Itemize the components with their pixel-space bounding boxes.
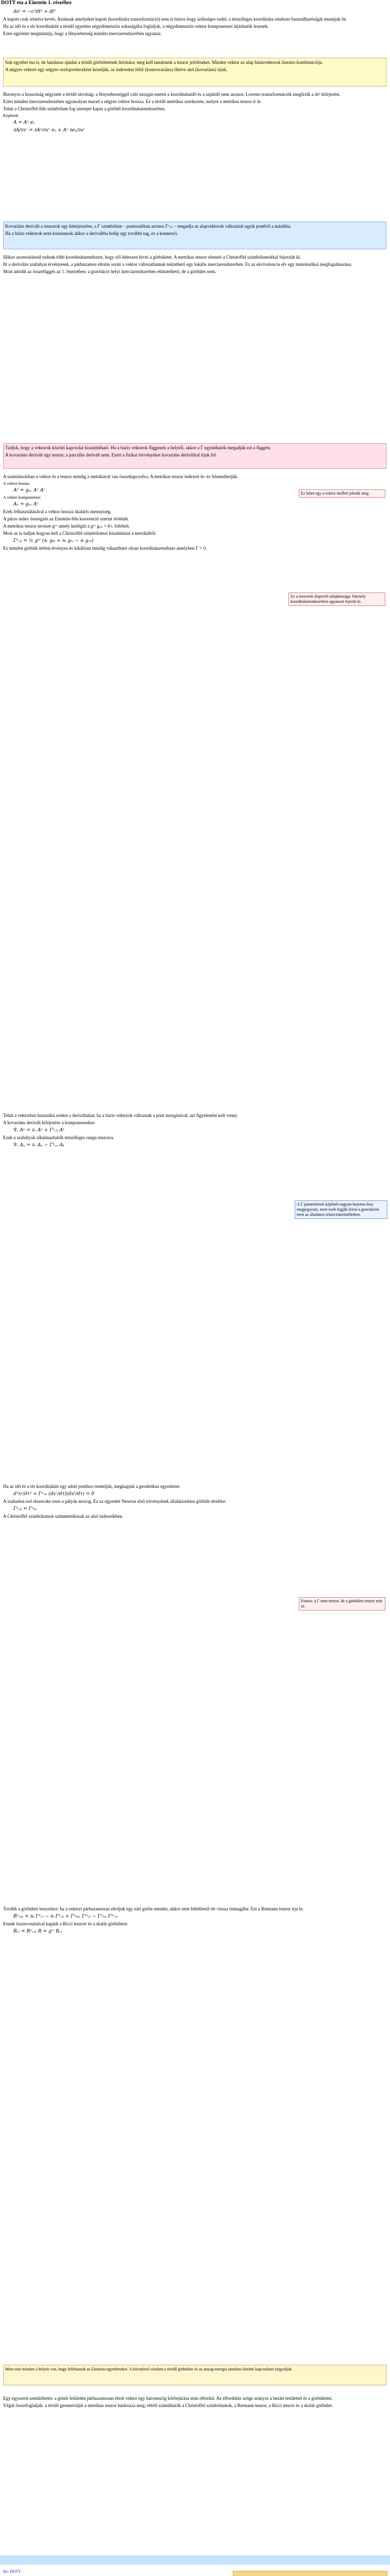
christoffel-eq: Γᵘᵥₖ = ½ gᵘˡ (∂ᵥ gₗₖ + ∂ₖ gₗᵥ − ∂ₗ gᵥₖ)	[13, 538, 94, 544]
intro-section	[3, 7, 386, 38]
vector-length-label: A vektor hossza	[3, 481, 30, 486]
body-section-3	[3, 1113, 292, 1150]
ricci-eq: Rᵥₗ = Rᵘᵥᵤₗ R = gᵛˡ Rᵥₗ	[13, 1929, 62, 1934]
intro-formula: ds² = −c²dt² + dl²	[13, 9, 56, 14]
intro-paragraph-1: A kapott csak relatíve kevés. Azoknak amelyeket kapott (koordináta transzformáció) nem is biztos hogy szükséges tudni; a tetszőleges koordináta rendszer használhatóságát mutatjuk be.	[3, 16, 347, 22]
side-note-4: Fontos: a Γ nem tenzor, de a görbületi tenzor már az.	[299, 1597, 385, 1611]
symmetry-eq: Γᵘᵥₖ = Γᵘₖᵥ	[13, 1506, 38, 1512]
info-box-3-p2: A kovariáns derivált egy tenzor; a parciális derivált nem. Ezért a fizikai törvényeket kovariáns deriválttal írjuk fel.	[5, 452, 217, 457]
body-1-p1: Bizonyos a hosszúság négyzete a téridő távolság: a fénysebességgel való mozgás esetén a koordinátaidő és a sajátidő nem azonos. Lorentz-transzformációk megőrzik a ds² kifejezést.	[3, 92, 341, 97]
info-box-2	[3, 222, 386, 249]
middle-p3: A metrikus tenzor inverze gᵘᵛ amely kielégíti a gᵘᵛ gᵥₖ = δᵘₖ feltételt.	[3, 523, 130, 529]
riemann-eq: Rᵘᵥₖₗ = ∂ₖ Γᵘᵥₗ − ∂ₗ Γᵘᵥₖ + Γᵘₖₘ Γᵐᵥₗ − Γᵘₗₘ Γᵐᵥₖ	[13, 1914, 118, 1919]
body-2-p2: Itt a deriválás szabályai érvényesek, a párhuzamos eltolás során a vektor változatlannak tekinthető egy lokális inerciarendszerben. Ez az ekvivalencia elv egy matematikai megfogalmazása.	[3, 262, 352, 267]
info-box-3-p1: Tudjuk, hogy a vektorok közötti kapcsolat kiszámítható. Ha a bázis vektorok függenek a helytől, akkor a Γ együtthatók megadják ezt a függést.	[5, 445, 272, 450]
side-note-1: Ez lehet egy a vektor mellett jelenik meg.	[299, 489, 385, 498]
page-title: DOTT eta a Einstein 1. részéhez	[1, 0, 72, 6]
covariant-derivative-eq: ∇ᵥ Aᵘ = ∂ᵥ Aᵘ + Γᵘᵥₖ Aᵏ	[13, 1128, 65, 1133]
intro-paragraph-3: Ezen egyenlet megmutatja, hogy a fénysebesség minden inerciarendszerben ugyanaz.	[3, 31, 162, 36]
equation-block-label: Képletek:	[3, 113, 20, 118]
middle-p4: Most az is tudjuk hogyan kell a Christoffel szimbólumot kiszámítani a metrikából:	[3, 531, 157, 536]
vector-length-eq: A² = gᵤᵥ Aᵘ Aᵛ	[13, 488, 45, 493]
body-5-p2: Ennek összevonásával kapjuk a Ricci tenzort és a skalár görbületet.	[3, 1921, 128, 1926]
body-5-p1: Tovább a görbületi tenzorhoz: ha a vektort párhuzamosan eltoljuk egy zárt görbe mentén, akkor nem feltétlenül tér vissza önmagába. Ezt a Riemann tenzor írja le.	[3, 1906, 304, 1911]
vector-components-label: A vektor komponensei	[3, 495, 41, 500]
body-section-6	[3, 2396, 386, 2410]
signature-box	[233, 2571, 387, 2576]
body-3-p2: A kovariáns derivált kifejezése a komponensekre:	[3, 1120, 96, 1125]
comment-box: Most már minden a helyén van, hogy felírhassuk az Einstein-egyenleteket. A következő részben a téridő görbülete és az anyag-energia tartalom közötti kapcsolatot tárgyaljuk.	[3, 2365, 386, 2385]
body-4-p1: Ha az idő és a tér koordinátáit egy adott ponthoz rendeljük, megkapjuk a geodetikus egyenletet.	[3, 1484, 181, 1489]
equation-1: A = Aᵘ eᵤ	[13, 120, 35, 125]
info-box-1-p2: A négyes vektort egy négyes oszlopvektorként kezeljük, az indexeket felül (kontravariáns) illetve alul (kovariáns) írjuk.	[5, 67, 228, 72]
side-note-2: Ez a tenzorok alapvető tulajdonsága: bármely koordinátarendszerben ugyanazt fejezik ki.	[289, 592, 385, 606]
reply-link-1[interactable]: Re: DOTT	[3, 2569, 21, 2574]
geodesic-eq: d²xᵘ/dτ² + Γᵘᵥₖ (dxᵛ/dτ)(dxᵏ/dτ) = 0	[13, 1492, 94, 1497]
info-box-1-p1: Sok egyebet ma is, de hatalmas ajánlat a téridő görbületének leírására: meg kell tanulnunk a tenzor jelöléseket. Minden vektor az alap bázisvektorok lineáris kombinációja.	[5, 60, 323, 65]
footer-bar-1	[0, 2555, 390, 2565]
body-1-p2: Ezért minden inerciarendszerben ugyanolyan marad a négyes vektor hossza. Ez a téridő metrikus szerkezete, melyet a metrikus tenzor ír le.	[3, 99, 262, 104]
body-section-5	[3, 1906, 386, 1936]
body-2-p3: Most adódik az összefüggés az 1. fejezetben: a gravitáció helyi inerciarendszerben eltüntethető, de a görbület nem.	[3, 269, 216, 274]
body-4-p3: A Christoffel szimbólumok szimmetrikusak az alsó indexeikben.	[3, 1514, 124, 1519]
body-6-p1: Egy egyszerű szemléltetés: a gömb felületén párhuzamosan eltolt vektor egy háromszög körbejárása után elfordul. Az elfordulás szöge arányos a bezárt területtel és a görbülettel.	[3, 2396, 333, 2401]
info-box-1	[3, 58, 386, 87]
info-box-2-p1: Kovariáns derivált a tenzorok egy kiterjesztése, a Γ szimbólum – pontosabban azonos Γᵘᵥₖ – megadja az alapvektorok változását egyik pontból a másikba.	[5, 224, 292, 229]
middle-p1: A számításokban a vektor és a tenzor mindig a metrikával van összekapcsolva. A metrikus tenzor indexeit le- és felemelhetjük.	[3, 474, 239, 479]
side-note-3: A Γ paraméterek képletét nagyon hasznos lesz megjegyezni, mert ezek fogják leírni a gravitációs teret az általános relativitáselméletben.	[295, 1200, 387, 1219]
reply-links	[3, 2568, 21, 2576]
body-3-p3: Ezek a szabályok alkalmazhatók tetszőleges rangú tenzorra.	[3, 1135, 114, 1140]
middle-label-c: Ezek felhasználásával a vektor hossza skaláris mennyiség.	[3, 509, 112, 514]
middle-p2: A páros index összegzés az Einstein-féle konvenció szerint történik.	[3, 516, 129, 521]
intro-paragraph-2: Ha az idő és a tér koordinátáit a téridő egyetlen négydimenziós sokaságába foglaljuk, a négydimenziós vektor komponensei átjárhatók lesznek.	[3, 24, 269, 29]
info-box-2-p2: Ha a bázis vektorok nem konstansok akkor a deriváltba belép egy további tag, ez a konnexió.	[5, 231, 178, 236]
middle-p5: Ez minden görbült térben érvényes és lokálisan mindig választható olyan koordinátarendszer amelyben Γ = 0.	[3, 546, 207, 551]
vector-components-eq: Aᵤ = gᵤᵥ Aᵛ	[13, 502, 39, 507]
body-3-p1: Tehát a vektorban használni ezeket a deriváltakat; ha a bázis vektorok változnak a pont mozgásával, azt figyelembe kell venni.	[3, 1113, 238, 1118]
middle-section	[3, 474, 292, 553]
body-6-p2: Végül összefoglaljuk: a téridő geometriáját a metrikus tenzor határozza meg; ebből számíthatók a Christoffel szimbólumok, a Riemann tenzor, a Ricci tenzor és a skalár görbület.	[3, 2403, 333, 2408]
body-section-2	[3, 255, 386, 276]
body-1-p3: Tehát a Christoffel-féle szimbólum fog szerepet kapni a görbült koordinátarendszerben.	[3, 106, 166, 111]
body-4-p2: A szabadon eső részecske ezen a pályán mozog. Ez az egyenlet Newton első törvényének általánosítása görbült téridőre.	[3, 1499, 227, 1504]
covariant-derivative-lower-eq: ∇ᵥ Aᵤ = ∂ᵥ Aᵤ − Γᵏᵥᵤ Aₖ	[13, 1143, 65, 1148]
equation-2: ∂A/∂xᵛ = ∂Aᵘ/∂xᵛ eᵤ + Aᵘ ∂eᵤ/∂xᵛ	[13, 128, 86, 133]
body-section-4	[3, 1484, 292, 1521]
info-box-3	[3, 443, 386, 469]
body-2-p1: Illikus azonosításnál tudunk több koordinátarendszert, hogy elő lehessen hívni a görbületet. A metrikus tenzor elemeit a Christoffel szimbólumokkal fejezzük ki.	[3, 255, 301, 260]
body-section-1	[3, 92, 386, 135]
